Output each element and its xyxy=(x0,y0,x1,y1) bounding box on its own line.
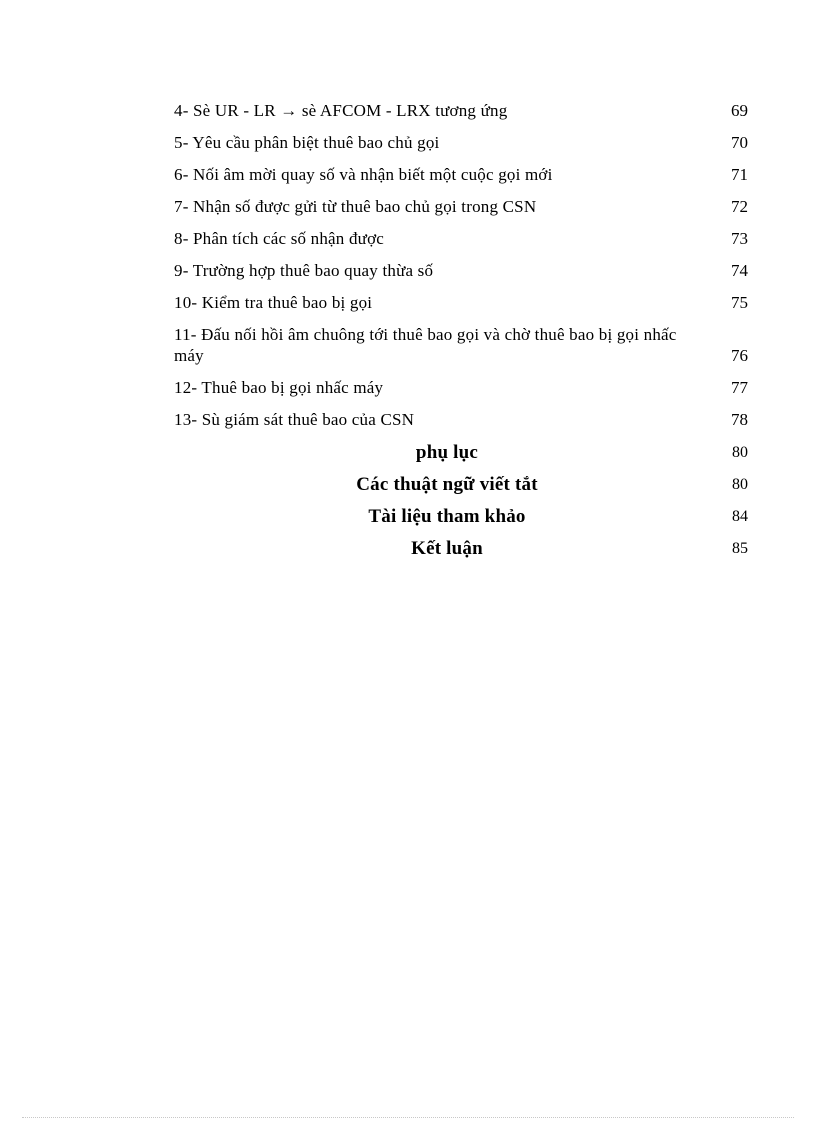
toc-entry xyxy=(174,228,748,249)
toc-entry-page: 72 xyxy=(731,197,748,216)
toc-entry-page: 73 xyxy=(731,229,748,248)
toc-heading-title: phụ lục xyxy=(415,442,479,463)
toc-heading-title: Các thuật ngữ viết tắt xyxy=(356,474,538,495)
toc-heading xyxy=(174,441,748,465)
toc-entry-title: 6- Nối âm mời quay số và nhận biết một cuộc gọi mới xyxy=(174,165,553,184)
toc-heading-title: Tài liệu tham khảo xyxy=(368,506,526,527)
toc-entry-page: 74 xyxy=(731,261,748,280)
toc-entry-title: 9- Trường hợp thuê bao quay thừa số xyxy=(174,261,434,280)
toc-entry-page: 75 xyxy=(731,293,748,312)
toc-heading xyxy=(174,473,748,497)
toc-entry-title: 12- Thuê bao bị gọi nhấc máy xyxy=(174,378,384,397)
toc-entry-page: 76 xyxy=(731,346,748,365)
toc-entry xyxy=(174,324,748,366)
toc-entry xyxy=(174,292,748,313)
toc-heading-page: 84 xyxy=(732,508,748,525)
toc-heading xyxy=(174,537,748,561)
page-bottom-divider xyxy=(22,1117,794,1118)
toc-entry-page: 71 xyxy=(731,165,748,184)
toc-entry xyxy=(174,132,748,153)
toc-entry-page: 69 xyxy=(731,101,748,120)
toc-entry-title: 7- Nhận số được gửi từ thuê bao chủ gọi trong CSN xyxy=(174,197,537,216)
table-of-contents xyxy=(174,100,748,569)
toc-entry-page: 70 xyxy=(731,133,748,152)
toc-heading-page: 80 xyxy=(732,444,748,461)
toc-entry-title: 13- Sù giám sát thuê bao của CSN xyxy=(174,410,415,429)
toc-entry xyxy=(174,100,748,121)
toc-heading-page: 85 xyxy=(732,540,748,557)
toc-entry-title: 4- Sè UR - LR → sè AFCOM - LRX tương ứng xyxy=(174,101,508,120)
toc-entry-title: 10- Kiểm tra thuê bao bị gọi xyxy=(174,293,373,312)
toc-entry xyxy=(174,260,748,281)
toc-heading xyxy=(174,505,748,529)
toc-heading-page: 80 xyxy=(732,476,748,493)
toc-entry-page: 77 xyxy=(731,378,748,397)
toc-entry xyxy=(174,164,748,185)
toc-entry xyxy=(174,377,748,398)
toc-entry xyxy=(174,409,748,430)
toc-entry-title: 11- Đấu nối hồi âm chuông tới thuê bao gọi và chờ thuê bao bị gọi nhấc máy xyxy=(174,325,677,365)
toc-entry xyxy=(174,196,748,217)
toc-entry-title: 8- Phân tích các số nhận được xyxy=(174,229,384,248)
toc-heading-title: Kết luận xyxy=(411,538,483,559)
toc-entry-title: 5- Yêu cầu phân biệt thuê bao chủ gọi xyxy=(174,133,440,152)
toc-entry-page: 78 xyxy=(731,410,748,429)
